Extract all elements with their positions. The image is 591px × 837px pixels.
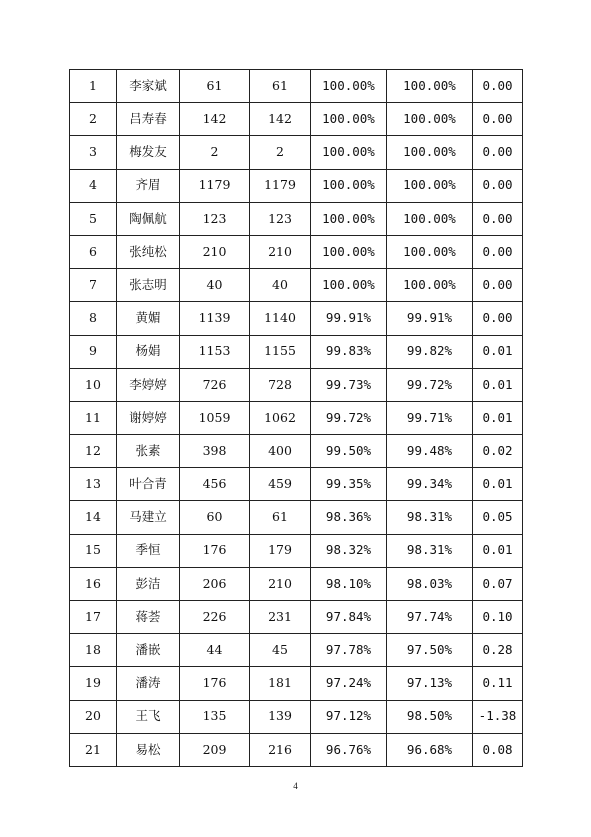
rank-cell: 20 [70, 700, 117, 733]
name-cell: 马建立 [117, 501, 180, 534]
difference-cell: 0.02 [473, 435, 523, 468]
table-row [70, 733, 523, 766]
difference-cell: 0.00 [473, 169, 523, 202]
ranking-table [69, 69, 523, 767]
rank-cell: 3 [70, 136, 117, 169]
difference-cell: 0.01 [473, 368, 523, 401]
percent-2-cell: 98.50% [387, 700, 473, 733]
count-a-cell: 40 [180, 269, 250, 302]
percent-1-cell: 97.24% [311, 667, 387, 700]
count-a-cell: 135 [180, 700, 250, 733]
percent-1-cell: 100.00% [311, 136, 387, 169]
count-b-cell: 61 [250, 501, 311, 534]
name-cell: 李家斌 [117, 70, 180, 103]
percent-1-cell: 97.78% [311, 634, 387, 667]
percent-2-cell: 97.74% [387, 601, 473, 634]
percent-1-cell: 98.10% [311, 567, 387, 600]
name-cell: 谢婷婷 [117, 401, 180, 434]
count-b-cell: 40 [250, 269, 311, 302]
percent-1-cell: 99.91% [311, 302, 387, 335]
count-a-cell: 226 [180, 601, 250, 634]
count-b-cell: 1140 [250, 302, 311, 335]
rank-cell: 19 [70, 667, 117, 700]
table-row [70, 269, 523, 302]
count-a-cell: 60 [180, 501, 250, 534]
table-row [70, 435, 523, 468]
count-b-cell: 179 [250, 534, 311, 567]
count-b-cell: 231 [250, 601, 311, 634]
count-a-cell: 398 [180, 435, 250, 468]
name-cell: 彭洁 [117, 567, 180, 600]
percent-1-cell: 100.00% [311, 70, 387, 103]
count-b-cell: 216 [250, 733, 311, 766]
name-cell: 王飞 [117, 700, 180, 733]
name-cell: 潘嵌 [117, 634, 180, 667]
difference-cell: 0.01 [473, 335, 523, 368]
rank-cell: 2 [70, 103, 117, 136]
difference-cell: 0.01 [473, 401, 523, 434]
rank-cell: 15 [70, 534, 117, 567]
difference-cell: 0.00 [473, 302, 523, 335]
difference-cell: 0.00 [473, 103, 523, 136]
count-b-cell: 139 [250, 700, 311, 733]
table-row [70, 169, 523, 202]
count-a-cell: 2 [180, 136, 250, 169]
rank-cell: 16 [70, 567, 117, 600]
name-cell: 张素 [117, 435, 180, 468]
percent-1-cell: 97.12% [311, 700, 387, 733]
table-row [70, 401, 523, 434]
count-b-cell: 123 [250, 202, 311, 235]
count-a-cell: 206 [180, 567, 250, 600]
percent-1-cell: 100.00% [311, 269, 387, 302]
table-row [70, 567, 523, 600]
name-cell: 张志明 [117, 269, 180, 302]
difference-cell: 0.08 [473, 733, 523, 766]
count-a-cell: 123 [180, 202, 250, 235]
table-row [70, 368, 523, 401]
count-b-cell: 1062 [250, 401, 311, 434]
percent-2-cell: 100.00% [387, 202, 473, 235]
difference-cell: 0.07 [473, 567, 523, 600]
percent-1-cell: 99.50% [311, 435, 387, 468]
percent-1-cell: 100.00% [311, 235, 387, 268]
name-cell: 易松 [117, 733, 180, 766]
rank-cell: 1 [70, 70, 117, 103]
percent-1-cell: 100.00% [311, 202, 387, 235]
table-row [70, 501, 523, 534]
name-cell: 李婷婷 [117, 368, 180, 401]
rank-cell: 21 [70, 733, 117, 766]
rank-cell: 7 [70, 269, 117, 302]
difference-cell: 0.00 [473, 136, 523, 169]
percent-1-cell: 98.32% [311, 534, 387, 567]
count-a-cell: 61 [180, 70, 250, 103]
count-a-cell: 209 [180, 733, 250, 766]
count-b-cell: 210 [250, 235, 311, 268]
percent-1-cell: 96.76% [311, 733, 387, 766]
percent-2-cell: 98.31% [387, 501, 473, 534]
percent-2-cell: 96.68% [387, 733, 473, 766]
rank-cell: 13 [70, 468, 117, 501]
table-row [70, 534, 523, 567]
percent-2-cell: 99.82% [387, 335, 473, 368]
rank-cell: 14 [70, 501, 117, 534]
count-a-cell: 142 [180, 103, 250, 136]
percent-2-cell: 99.34% [387, 468, 473, 501]
count-b-cell: 2 [250, 136, 311, 169]
table-row [70, 302, 523, 335]
percent-2-cell: 100.00% [387, 169, 473, 202]
count-a-cell: 210 [180, 235, 250, 268]
percent-1-cell: 99.83% [311, 335, 387, 368]
table-row [70, 634, 523, 667]
name-cell: 蒋荟 [117, 601, 180, 634]
rank-cell: 17 [70, 601, 117, 634]
difference-cell: 0.00 [473, 235, 523, 268]
percent-2-cell: 100.00% [387, 70, 473, 103]
difference-cell: 0.05 [473, 501, 523, 534]
difference-cell: -1.38 [473, 700, 523, 733]
table-row [70, 700, 523, 733]
count-b-cell: 1179 [250, 169, 311, 202]
difference-cell: 0.00 [473, 70, 523, 103]
percent-2-cell: 100.00% [387, 103, 473, 136]
difference-cell: 0.11 [473, 667, 523, 700]
count-a-cell: 1059 [180, 401, 250, 434]
table-row [70, 235, 523, 268]
count-b-cell: 61 [250, 70, 311, 103]
name-cell: 齐眉 [117, 169, 180, 202]
difference-cell: 0.10 [473, 601, 523, 634]
percent-1-cell: 99.72% [311, 401, 387, 434]
difference-cell: 0.28 [473, 634, 523, 667]
rank-cell: 5 [70, 202, 117, 235]
table-row [70, 103, 523, 136]
percent-2-cell: 99.72% [387, 368, 473, 401]
count-b-cell: 400 [250, 435, 311, 468]
rank-cell: 9 [70, 335, 117, 368]
count-a-cell: 1153 [180, 335, 250, 368]
rank-cell: 6 [70, 235, 117, 268]
count-a-cell: 726 [180, 368, 250, 401]
percent-1-cell: 99.73% [311, 368, 387, 401]
count-a-cell: 176 [180, 534, 250, 567]
percent-2-cell: 99.48% [387, 435, 473, 468]
name-cell: 吕寿春 [117, 103, 180, 136]
table-row [70, 667, 523, 700]
percent-2-cell: 97.50% [387, 634, 473, 667]
percent-2-cell: 98.03% [387, 567, 473, 600]
percent-1-cell: 98.36% [311, 501, 387, 534]
count-b-cell: 459 [250, 468, 311, 501]
name-cell: 陶佩航 [117, 202, 180, 235]
percent-1-cell: 100.00% [311, 103, 387, 136]
count-a-cell: 1139 [180, 302, 250, 335]
percent-1-cell: 99.35% [311, 468, 387, 501]
percent-1-cell: 100.00% [311, 169, 387, 202]
rank-cell: 12 [70, 435, 117, 468]
percent-2-cell: 100.00% [387, 235, 473, 268]
rank-cell: 4 [70, 169, 117, 202]
name-cell: 叶合青 [117, 468, 180, 501]
percent-2-cell: 100.00% [387, 136, 473, 169]
percent-2-cell: 97.13% [387, 667, 473, 700]
count-a-cell: 456 [180, 468, 250, 501]
table-row [70, 601, 523, 634]
rank-cell: 11 [70, 401, 117, 434]
count-b-cell: 45 [250, 634, 311, 667]
count-a-cell: 176 [180, 667, 250, 700]
table-row [70, 468, 523, 501]
table-row [70, 335, 523, 368]
rank-cell: 18 [70, 634, 117, 667]
difference-cell: 0.01 [473, 534, 523, 567]
percent-2-cell: 99.71% [387, 401, 473, 434]
name-cell: 季恒 [117, 534, 180, 567]
difference-cell: 0.00 [473, 202, 523, 235]
table-row [70, 70, 523, 103]
name-cell: 黄媚 [117, 302, 180, 335]
count-a-cell: 44 [180, 634, 250, 667]
page-number: 4 [293, 781, 298, 791]
table-row [70, 202, 523, 235]
rank-cell: 10 [70, 368, 117, 401]
difference-cell: 0.01 [473, 468, 523, 501]
count-b-cell: 181 [250, 667, 311, 700]
table-body [70, 70, 523, 767]
count-b-cell: 1155 [250, 335, 311, 368]
count-b-cell: 728 [250, 368, 311, 401]
count-b-cell: 210 [250, 567, 311, 600]
count-b-cell: 142 [250, 103, 311, 136]
percent-2-cell: 100.00% [387, 269, 473, 302]
difference-cell: 0.00 [473, 269, 523, 302]
percent-2-cell: 99.91% [387, 302, 473, 335]
table-row [70, 136, 523, 169]
name-cell: 潘涛 [117, 667, 180, 700]
percent-1-cell: 97.84% [311, 601, 387, 634]
percent-2-cell: 98.31% [387, 534, 473, 567]
name-cell: 杨娟 [117, 335, 180, 368]
name-cell: 梅发友 [117, 136, 180, 169]
rank-cell: 8 [70, 302, 117, 335]
name-cell: 张纯松 [117, 235, 180, 268]
count-a-cell: 1179 [180, 169, 250, 202]
